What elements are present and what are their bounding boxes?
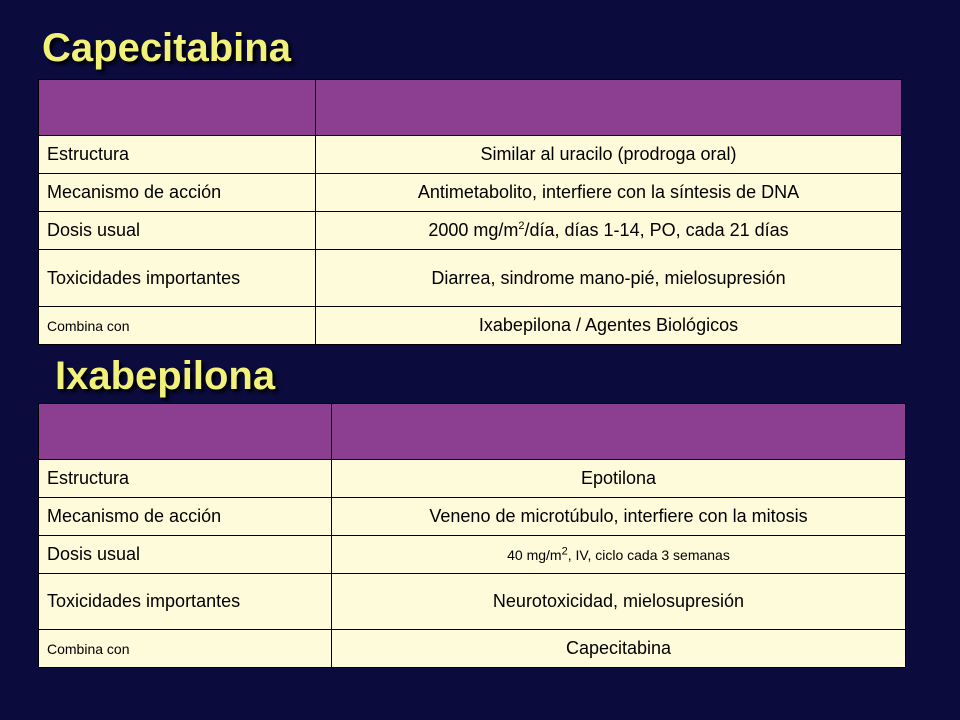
table-header-row — [39, 404, 906, 460]
row-label: Combina con — [39, 307, 316, 345]
header-cell — [39, 80, 316, 136]
row-label: Mecanismo de acción — [39, 498, 332, 536]
dose-prefix: 40 mg/m — [507, 546, 562, 563]
row-value: Capecitabina — [332, 630, 906, 668]
ixabepilona-table — [38, 403, 906, 668]
dose-suffix: /día, días 1-14, PO, cada 21 días — [524, 220, 789, 240]
table-row — [39, 136, 902, 174]
row-value — [316, 212, 902, 250]
row-label: Combina con — [39, 630, 332, 668]
table-row — [39, 574, 906, 630]
row-label: Toxicidades importantes — [39, 574, 332, 630]
row-label: Estructura — [39, 136, 316, 174]
table-row — [39, 630, 906, 668]
row-value: Veneno de microtúbulo, interfiere con la mitosis — [332, 498, 906, 536]
dose-suffix: , IV, ciclo cada 3 semanas — [567, 546, 730, 563]
ixabepilona-title: Ixabepilona — [55, 354, 276, 398]
row-label: Toxicidades importantes — [39, 250, 316, 307]
row-value — [332, 536, 906, 574]
table-row — [39, 212, 902, 250]
row-value: Epotilona — [332, 460, 906, 498]
row-value: Antimetabolito, interfiere con la síntesis de DNA — [316, 174, 902, 212]
table-row — [39, 498, 906, 536]
table-row — [39, 460, 906, 498]
row-label: Dosis usual — [39, 212, 316, 250]
row-value: Similar al uracilo (prodroga oral) — [316, 136, 902, 174]
row-label: Mecanismo de acción — [39, 174, 316, 212]
table-row — [39, 174, 902, 212]
row-label: Dosis usual — [39, 536, 332, 574]
table-row — [39, 307, 902, 345]
table-header-row — [39, 80, 902, 136]
capecitabina-title: Capecitabina — [42, 26, 291, 70]
header-cell — [39, 404, 332, 460]
row-value: Neurotoxicidad, mielosupresión — [332, 574, 906, 630]
table-row — [39, 250, 902, 307]
row-value: Ixabepilona / Agentes Biológicos — [316, 307, 902, 345]
row-label: Estructura — [39, 460, 332, 498]
capecitabina-table — [38, 79, 902, 345]
header-cell — [332, 404, 906, 460]
dose-prefix: 2000 mg/m — [428, 220, 519, 240]
header-cell — [316, 80, 902, 136]
row-value: Diarrea, sindrome mano-pié, mielosupresión — [316, 250, 902, 307]
dose-superscript: 2 — [561, 544, 568, 557]
table-row — [39, 536, 906, 574]
dose-superscript: 2 — [518, 220, 525, 232]
